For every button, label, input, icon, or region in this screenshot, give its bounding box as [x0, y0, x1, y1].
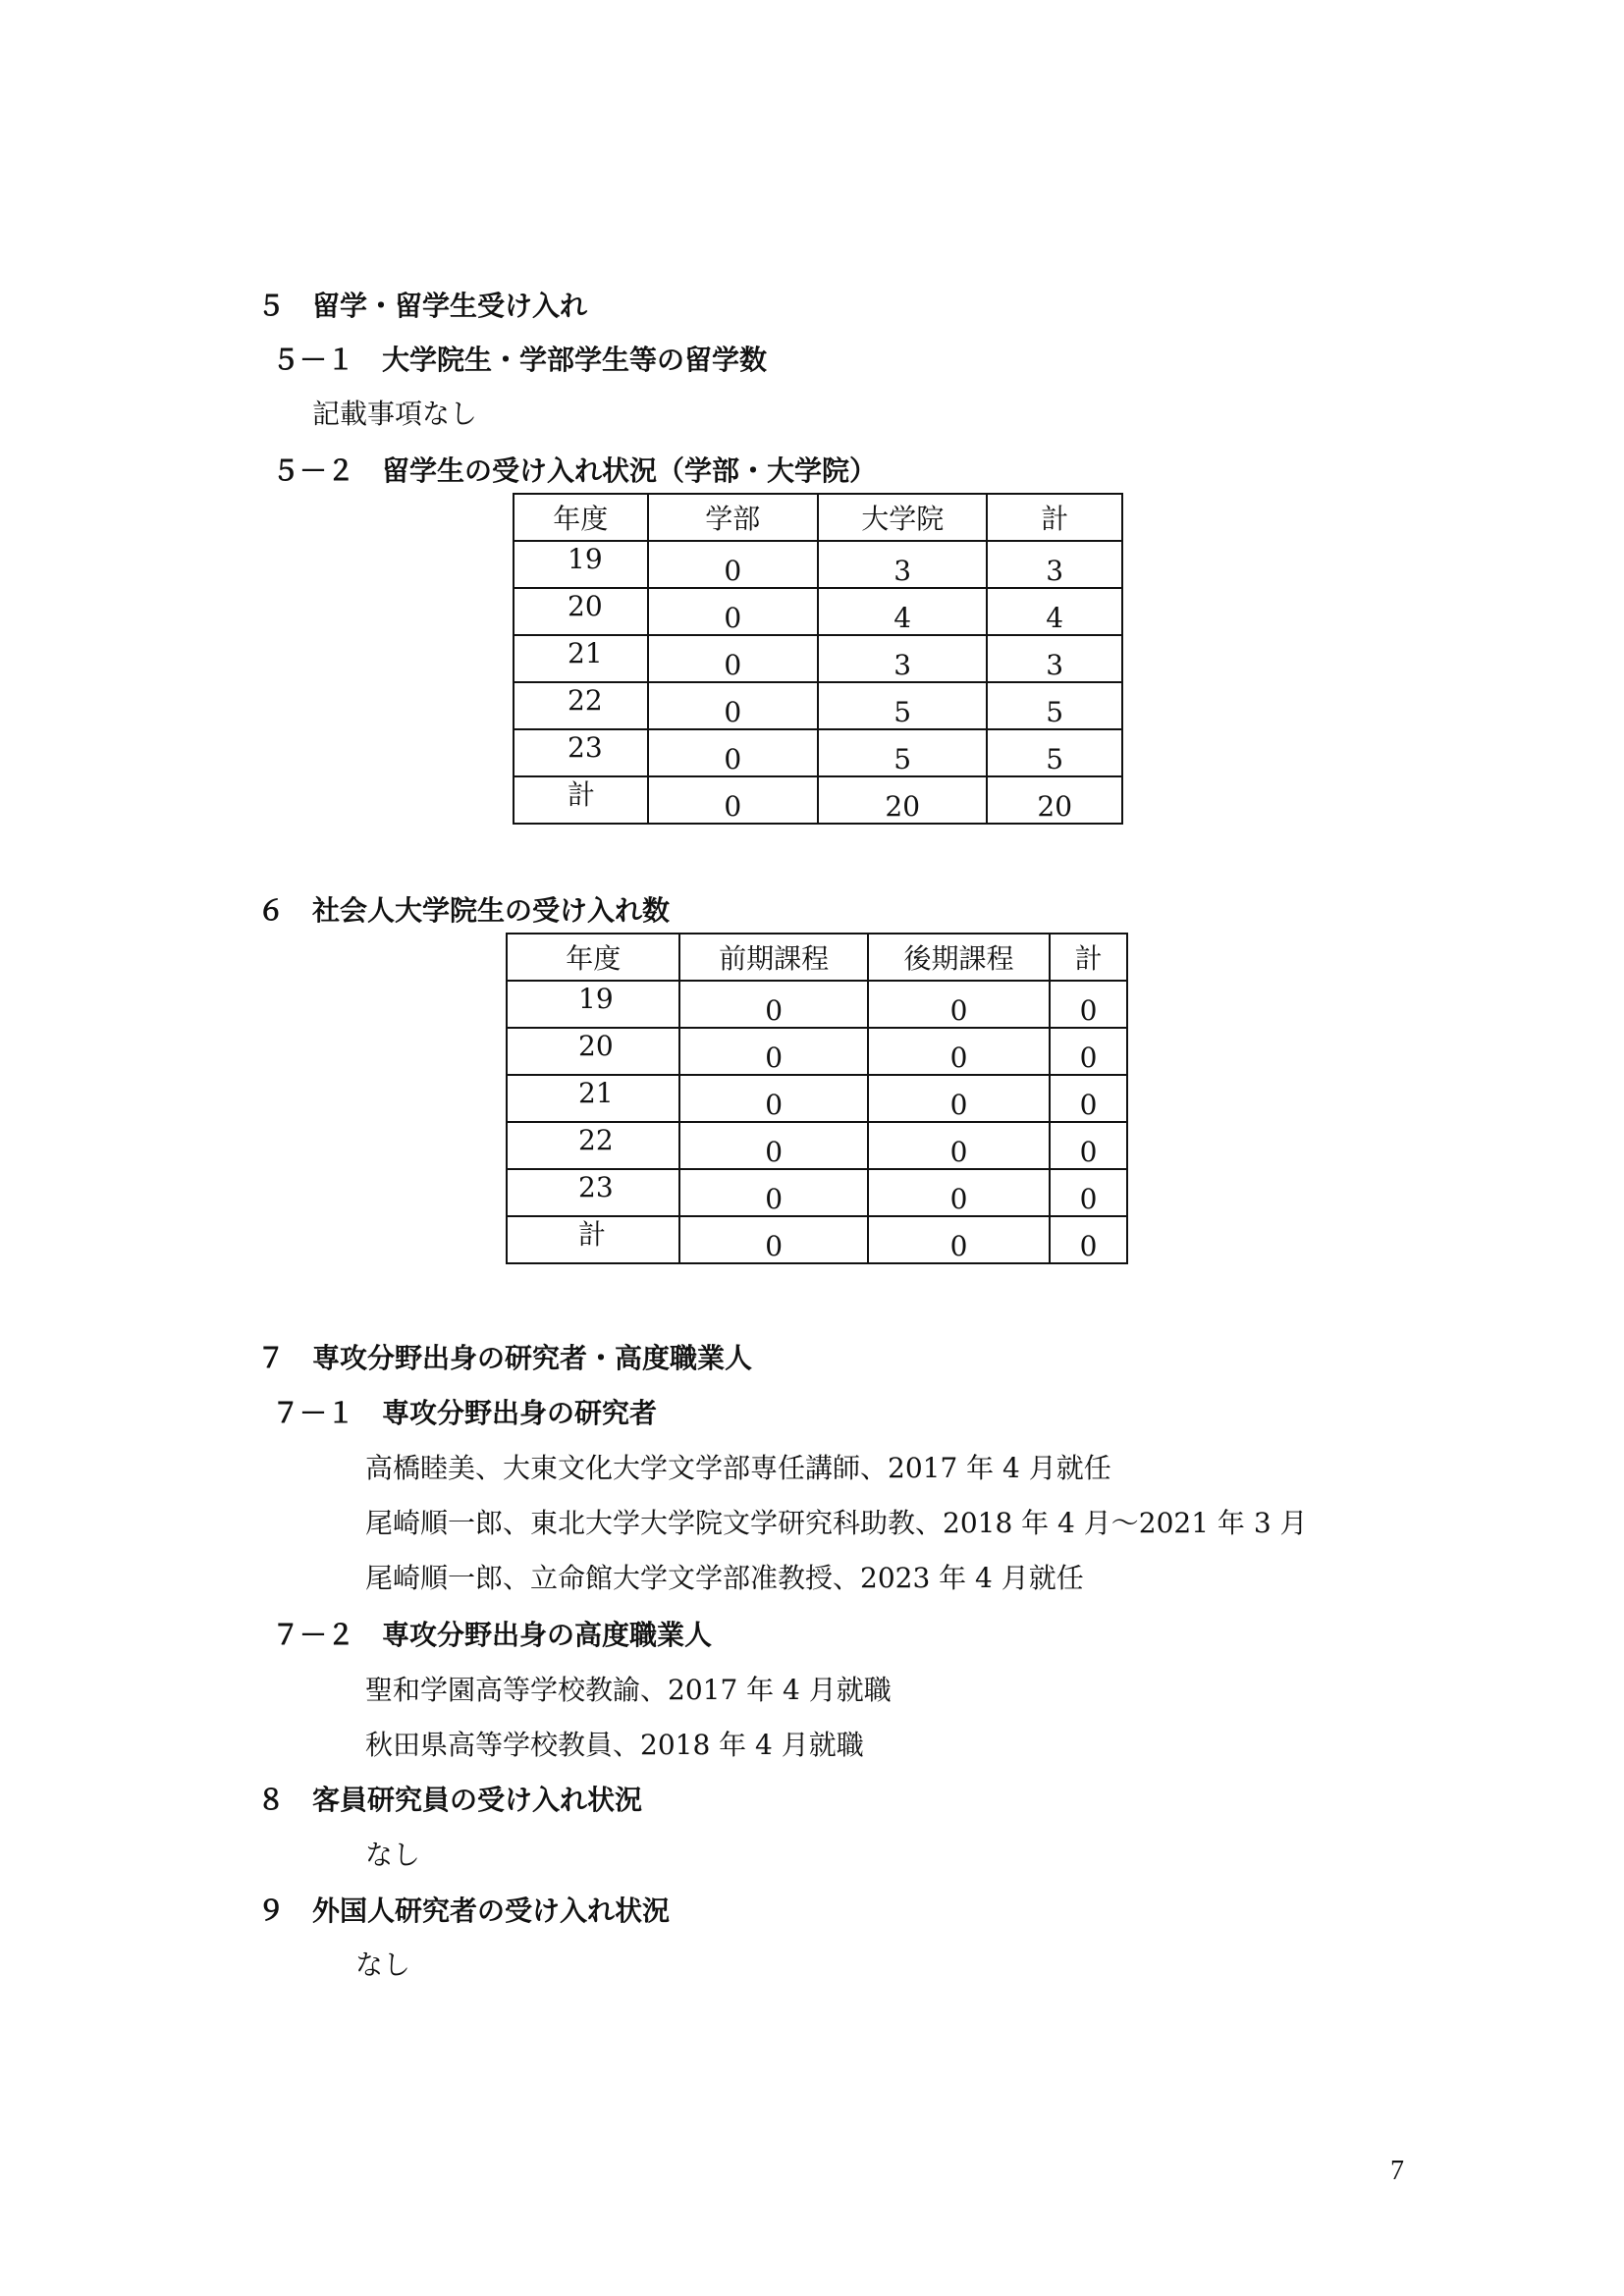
- column-header: 前期課程: [679, 934, 867, 981]
- table-cell: 0: [724, 555, 742, 587]
- column-header: 学部: [648, 494, 818, 541]
- table-cell: 3: [1046, 555, 1064, 587]
- column-header: 後期課程: [868, 934, 1050, 981]
- section-9-heading: ９ 外国人研究者の受け入れ状況: [257, 1895, 671, 1927]
- column-header: 計: [1050, 934, 1127, 981]
- table-cell: 4: [1046, 602, 1064, 634]
- table-cell: 0: [949, 1041, 968, 1074]
- researcher-item: 高橋睦美、大東文化大学文学部専任講師、2017 年 4 月就任: [365, 1452, 1111, 1484]
- table-cell: 5: [1046, 696, 1064, 728]
- table-cell: 3: [893, 649, 912, 681]
- table-cell: 5: [1046, 743, 1064, 775]
- section-5-1-heading: ５－１ 大学院生・学部学生等の留学数: [272, 344, 768, 376]
- section-5-heading: ５ 留学・留学生受け入れ: [257, 290, 588, 322]
- year-cell: 21: [568, 637, 603, 669]
- table-cell: 3: [893, 555, 912, 587]
- column-header: 計: [987, 494, 1122, 541]
- section-5-2-heading: ５－２ 留学生の受け入れ状況（学部・大学院）: [272, 454, 878, 487]
- year-cell: 22: [568, 684, 603, 717]
- table-cell: 20: [885, 790, 921, 823]
- table-cell: 5: [893, 696, 912, 728]
- table-row: [507, 981, 1127, 1028]
- table-row: [514, 541, 1122, 588]
- professional-item: 聖和学園高等学校教諭、2017 年 4 月就職: [365, 1674, 892, 1706]
- professional-item: 秋田県高等学校教員、2018 年 4 月就職: [365, 1729, 864, 1761]
- table-cell: 0: [949, 1136, 968, 1168]
- year-cell: 23: [568, 731, 603, 764]
- table-cell: 0: [949, 994, 968, 1027]
- intl-students-table: [513, 493, 1123, 825]
- year-cell: 20: [578, 1030, 614, 1062]
- table-row: [507, 1028, 1127, 1075]
- researcher-item: 尾崎順一郎、東北大学大学院文学研究科助教、2018 年 4 月～2021 年 3 月: [365, 1507, 1308, 1539]
- section-5-1-note: 記載事項なし: [312, 398, 478, 430]
- column-header: 大学院: [818, 494, 987, 541]
- researcher-item: 尾崎順一郎、立命館大学文学部准教授、2023 年 4 月就任: [365, 1562, 1084, 1594]
- table-cell: 0: [949, 1230, 968, 1262]
- table-cell: 0: [724, 696, 742, 728]
- page-number: 7: [1390, 2156, 1404, 2186]
- table-cell: 0: [724, 743, 742, 775]
- table-row: [507, 1122, 1127, 1169]
- table-cell: 0: [949, 1089, 968, 1121]
- section-7-1-heading: ７－１ 専攻分野出身の研究者: [272, 1397, 658, 1429]
- table-row: [507, 1169, 1127, 1216]
- table-cell: 5: [893, 743, 912, 775]
- table-header-row: [514, 494, 1122, 541]
- column-header: 年度: [514, 494, 648, 541]
- table-cell: 0: [1079, 1230, 1098, 1262]
- table-cell: 0: [765, 1183, 784, 1215]
- year-cell: 23: [578, 1171, 614, 1203]
- section-7-2-heading: ７－２ 専攻分野出身の高度職業人: [272, 1619, 713, 1651]
- year-cell: 20: [568, 590, 603, 622]
- table-cell: 0: [765, 1041, 784, 1074]
- table-cell: 3: [1046, 649, 1064, 681]
- table-row: [514, 682, 1122, 729]
- year-cell: 22: [578, 1124, 614, 1156]
- section-7-heading: ７ 専攻分野出身の研究者・高度職業人: [257, 1342, 753, 1374]
- table-cell: 0: [765, 994, 784, 1027]
- table-row: [514, 729, 1122, 776]
- table-cell: 0: [1079, 1041, 1098, 1074]
- table-cell: 0: [724, 649, 742, 681]
- table-total-row: [507, 1216, 1127, 1263]
- table-row: [514, 588, 1122, 635]
- section-8-heading: ８ 客員研究員の受け入れ状況: [257, 1784, 643, 1816]
- table-total-row: [514, 776, 1122, 824]
- total-label-cell: 計: [568, 778, 596, 811]
- section-8-note: なし: [365, 1839, 421, 1871]
- column-header: 年度: [507, 934, 679, 981]
- table-cell: 0: [1079, 1183, 1098, 1215]
- table-cell: 0: [765, 1136, 784, 1168]
- table-cell: 0: [949, 1183, 968, 1215]
- year-cell: 19: [568, 543, 603, 575]
- table-cell: 0: [724, 602, 742, 634]
- working-grad-students-table: [506, 933, 1128, 1264]
- section-9-note: なし: [355, 1949, 411, 1981]
- total-label-cell: 計: [578, 1218, 607, 1251]
- table-row: [514, 635, 1122, 682]
- table-cell: 0: [765, 1230, 784, 1262]
- table-cell: 20: [1037, 790, 1073, 823]
- table-cell: 0: [765, 1089, 784, 1121]
- table-cell: 0: [1079, 994, 1098, 1027]
- table-cell: 0: [1079, 1089, 1098, 1121]
- table-row: [507, 1075, 1127, 1122]
- section-6-heading: ６ 社会人大学院生の受け入れ数: [257, 894, 671, 927]
- table-header-row: [507, 934, 1127, 981]
- year-cell: 21: [578, 1077, 614, 1109]
- table-cell: 4: [893, 602, 912, 634]
- year-cell: 19: [578, 983, 614, 1015]
- table-cell: 0: [1079, 1136, 1098, 1168]
- table-cell: 0: [724, 790, 742, 823]
